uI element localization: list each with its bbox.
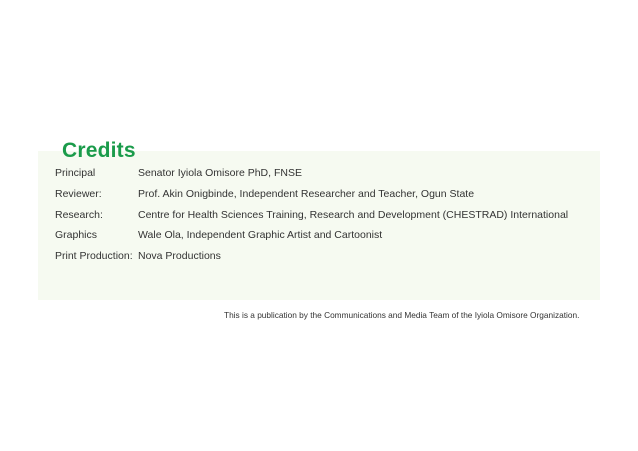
credit-role: Principal — [55, 167, 96, 179]
credit-role: Reviewer: — [55, 188, 102, 200]
publication-note: This is a publication by the Communications and Media Team of the Iyiola Omisore Organization. — [224, 310, 580, 320]
credit-role: Graphics — [55, 229, 98, 241]
credits-panel — [38, 151, 600, 300]
credit-name: Prof. Akin Onigbinde, Independent Researcher and Teacher, Ogun State — [138, 188, 475, 200]
credit-role: Print Production: — [55, 250, 133, 262]
credit-name: Senator Iyiola Omisore PhD, FNSE — [138, 167, 302, 179]
credit-name: Centre for Health Sciences Training, Research and Development (CHESTRAD) International — [138, 209, 569, 221]
credit-name: Wale Ola, Independent Graphic Artist and Cartoonist — [138, 229, 383, 241]
credits-title: Credits — [62, 139, 136, 162]
credit-role: Research: — [55, 209, 103, 221]
credit-name: Nova Productions — [138, 250, 221, 262]
